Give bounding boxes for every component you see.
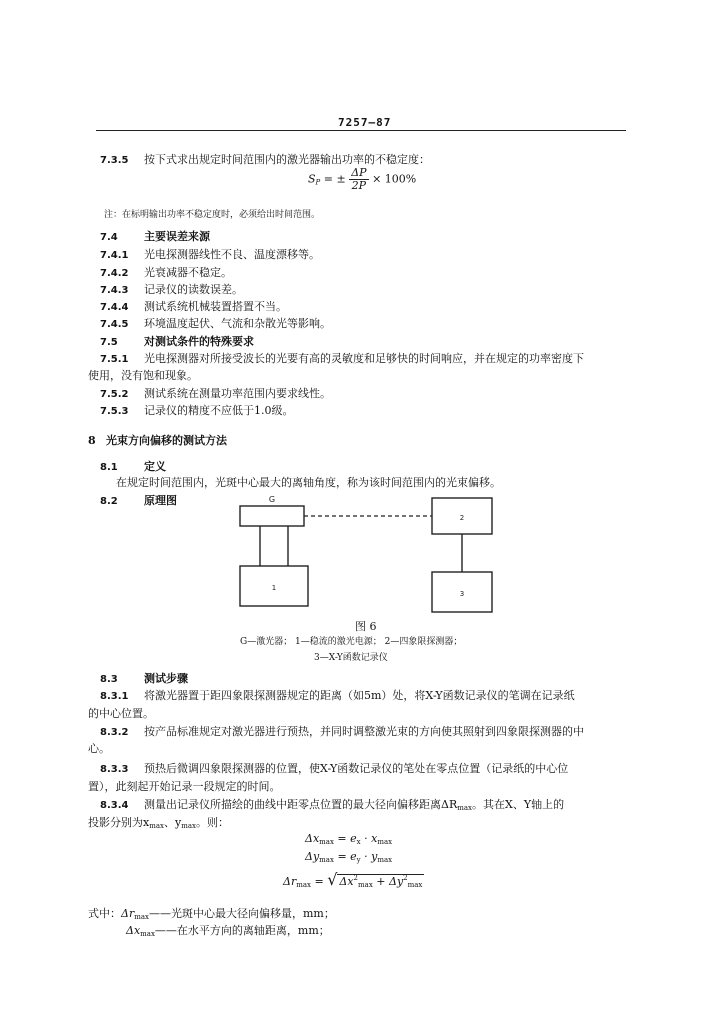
section-8 xyxy=(88,432,227,448)
formula-lhs: S xyxy=(308,172,316,186)
clause-text: 光电探测器对所接受波长的光要有高的灵敏度和足够快的时间响应，并在规定的功率密度下 xyxy=(144,352,584,365)
formula-dr-lhs: Δr xyxy=(283,875,297,888)
clause-8-3-4-cont xyxy=(88,814,229,830)
projection-sub-y: max xyxy=(181,822,196,830)
section-7-4 xyxy=(100,228,210,244)
clause-number: 7.4.5 xyxy=(100,319,129,330)
where-line-1 xyxy=(88,905,335,921)
section-number: 8 xyxy=(88,434,96,447)
header-rule xyxy=(96,130,626,131)
clause-number: 8.3.2 xyxy=(100,727,129,738)
figure-caption-line1: G—激光器； 1—稳流的激光电源； 2—四象限探测器； xyxy=(240,637,463,647)
clause-text: 按下式求出规定时间范围内的激光器输出功率的不稳定度： xyxy=(144,153,430,166)
radicand-a-sup: 2 xyxy=(353,874,359,882)
note: 注：在标明输出功率不稳定度时，必须给出时间范围。 xyxy=(104,210,321,220)
sqrt-sign-icon: √ xyxy=(327,870,338,889)
clause-text: 光电探测器线性不良、温度漂移等。 xyxy=(144,248,320,261)
clause-8-3-1 xyxy=(100,687,575,703)
radicand-a-sub: max xyxy=(358,881,373,889)
formula-denominator: 2P xyxy=(351,179,367,192)
section-number: 8.2 xyxy=(100,496,118,507)
where-symbol-1-sub: max xyxy=(134,913,149,921)
clause-8-3-2-cont: 心。 xyxy=(88,742,110,755)
section-title: 定义 xyxy=(144,460,166,473)
formula-fraction xyxy=(349,167,368,192)
section-title: 主要误差来源 xyxy=(144,230,210,243)
page-header-code: 7257—87 xyxy=(338,116,392,129)
clause-7-5-2 xyxy=(100,385,331,401)
clause-number: 8.3.1 xyxy=(100,691,129,702)
power-supply-label: 1 xyxy=(271,584,277,592)
formula-dy-rhs: = e xyxy=(337,850,357,863)
section-7-5 xyxy=(100,333,254,349)
clause-number: 7.4.4 xyxy=(100,302,129,313)
formula-dy-lhs: Δy xyxy=(305,850,320,863)
clause-7-4-2 xyxy=(100,264,232,280)
clause-number: 7.4.3 xyxy=(100,285,129,296)
formula-dy-tail-sub: max xyxy=(377,856,393,864)
radicand-a: Δx xyxy=(339,875,354,888)
where-symbol-2-sub: max xyxy=(140,930,155,938)
clause-7-3-5 xyxy=(100,151,430,167)
clause-7-5-3 xyxy=(100,402,294,418)
clause-number: 8.3.3 xyxy=(100,764,129,775)
section-8-3 xyxy=(100,670,188,686)
where-line-2 xyxy=(126,922,330,938)
radicand-b-sub: max xyxy=(407,881,423,889)
formula-dx-tail: · x xyxy=(364,832,378,845)
formula-dy-rhs-sub: y xyxy=(356,856,361,864)
projection-text: 投影分别为x xyxy=(88,816,150,829)
clause-7-4-3 xyxy=(100,281,243,297)
section-title: 测试步骤 xyxy=(144,672,188,685)
clause-8-3-3-cont: 置），此刻起开始记录一段规定的时间。 xyxy=(88,780,281,793)
section-title: 原理图 xyxy=(144,494,177,507)
laser-label: G xyxy=(268,495,276,504)
formula-dr-lhs-sub: max xyxy=(296,881,311,889)
clause-8-3-1-cont: 的中心位置。 xyxy=(88,707,154,720)
clause-number: 8.3.4 xyxy=(100,800,129,811)
formula-instability xyxy=(308,167,416,192)
clause-7-5-1-cont: 使用，没有饱和现象。 xyxy=(88,369,198,382)
section-number: 8.1 xyxy=(100,462,118,473)
formula-dx-tail-sub: max xyxy=(377,838,393,846)
clause-text: 测试系统机械装置搭置不当。 xyxy=(144,300,287,313)
clause-8-3-2 xyxy=(100,723,584,739)
projection-sub-x: max xyxy=(149,822,164,830)
clause-7-4-4 xyxy=(100,298,287,314)
section-number: 8.3 xyxy=(100,674,118,685)
formula-dr xyxy=(283,870,424,889)
clause-text: 环境温度起伏、气流和杂散光等影响。 xyxy=(144,317,331,330)
formula-numerator: ΔP xyxy=(351,166,367,179)
formula-dy-tail: · y xyxy=(364,850,378,863)
clause-number: 7.4.1 xyxy=(100,250,129,261)
clause-text: 预热后微调四象限探测器的位置，使X-Y函数记录仪的笔处在零点位置（记录纸的中心位 xyxy=(144,762,569,775)
formula-dr-eq: = xyxy=(314,875,324,888)
laser-box xyxy=(240,506,304,526)
recorder-label: 3 xyxy=(459,590,465,598)
clause-text: 记录仪的读数误差。 xyxy=(144,283,243,296)
clause-7-4-5 xyxy=(100,315,331,331)
clause-text: 光衰减器不稳定。 xyxy=(144,266,232,279)
formula-dx-lhs: Δx xyxy=(305,832,320,845)
figure-title: 图 6 xyxy=(355,620,377,633)
formula-dy xyxy=(305,850,392,864)
clause-7-5-1 xyxy=(100,350,584,366)
where-symbol-2: Δx xyxy=(126,924,141,937)
section-8-2 xyxy=(100,492,177,508)
formula-tail: × 100% xyxy=(372,172,417,186)
where-prefix: 式中： xyxy=(88,907,121,920)
clause-text-sub: max xyxy=(457,804,472,812)
detector-label: 2 xyxy=(459,514,465,522)
clause-text: 将激光器置于距四象限探测器规定的距离（如5m）处，将X-Y函数记录仪的笔调在记录纸 xyxy=(144,689,575,702)
where-text-1: ——光斑中心最大径向偏移量，mm； xyxy=(148,907,335,920)
clause-7-4-1 xyxy=(100,246,320,262)
formula-dx-lhs-sub: max xyxy=(319,838,334,846)
where-symbol-1: Δr xyxy=(121,907,135,920)
section-title: 光束方向偏移的测试方法 xyxy=(106,434,227,447)
formula-dy-lhs-sub: max xyxy=(319,856,334,864)
definition-text: 在规定时间范围内，光斑中心最大的离轴角度，称为该时间范围内的光束偏移。 xyxy=(116,476,501,489)
clause-8-3-3 xyxy=(100,760,568,776)
section-number: 7.5 xyxy=(100,337,118,348)
clause-text: 按产品标准规定对激光器进行预热，并同时调整激光束的方向使其照射到四象限探测器的中 xyxy=(144,725,584,738)
formula-dx xyxy=(305,832,392,846)
radicand-b-sup: 2 xyxy=(403,874,408,882)
clause-text: 记录仪的精度不应低于1.0级。 xyxy=(144,404,294,417)
clause-text: 测试系统在测量功率范围内要求线性。 xyxy=(144,387,331,400)
section-number: 7.4 xyxy=(100,232,118,243)
clause-number: 7.5.1 xyxy=(100,354,129,365)
clause-number: 7.5.3 xyxy=(100,406,129,417)
formula-dx-rhs-sub: x xyxy=(356,838,361,846)
where-text-2: ——在水平方向的离轴距离，mm； xyxy=(154,924,330,937)
figure-caption-line2: 3—X-Y函数记录仪 xyxy=(314,653,388,663)
section-title: 对测试条件的特殊要求 xyxy=(144,335,254,348)
radicand-b: + Δy xyxy=(376,875,404,888)
principle-diagram xyxy=(230,492,510,622)
formula-dx-rhs: = e xyxy=(337,832,357,845)
clause-number: 7.4.2 xyxy=(100,268,129,279)
clause-text: 测量出记录仪所描绘的曲线中距零点位置的最大径向偏移距离ΔR xyxy=(144,798,458,811)
section-8-1 xyxy=(100,458,166,474)
projection-tail: 。则： xyxy=(195,816,229,829)
clause-number: 7.5.2 xyxy=(100,389,129,400)
clause-text-tail: 。其在X、Y轴上的 xyxy=(472,798,565,811)
clause-number: 7.3.5 xyxy=(100,155,129,166)
projection-mid: 、y xyxy=(163,816,182,829)
formula-lhs-sub: P xyxy=(315,178,321,187)
formula-eq: = ± xyxy=(323,172,346,186)
sqrt-radicand xyxy=(337,874,424,888)
clause-8-3-4 xyxy=(100,796,564,812)
